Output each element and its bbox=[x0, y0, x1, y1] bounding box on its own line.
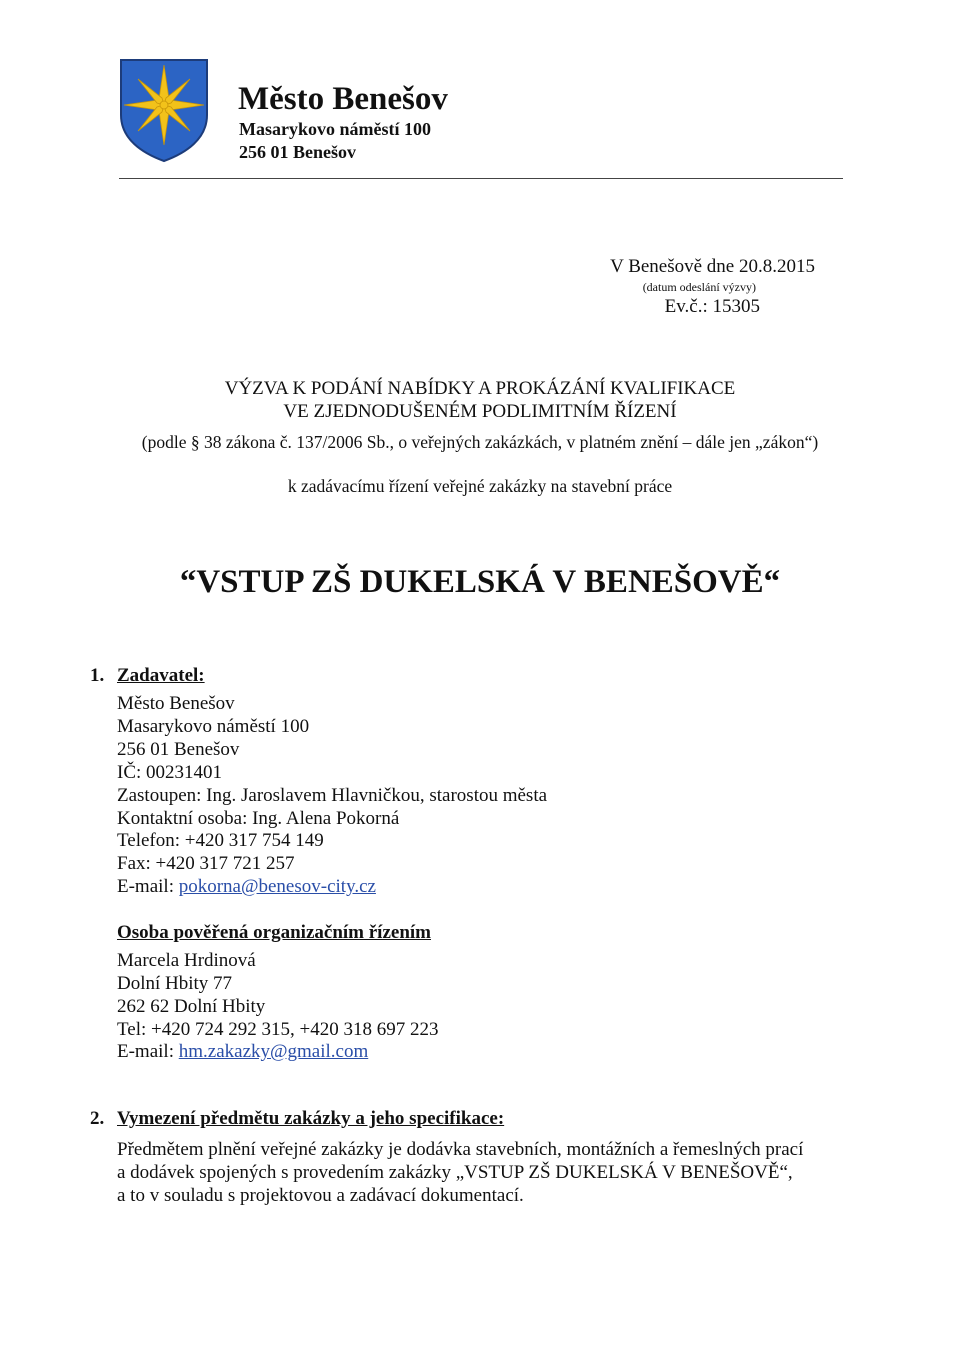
header-divider bbox=[119, 178, 843, 179]
contracting-authority-city: 256 01 Benešov bbox=[117, 739, 240, 760]
document-title-line2: VE ZJEDNODUŠENÉM PODLIMITNÍM ŘÍZENÍ bbox=[283, 401, 677, 422]
organizer-heading: Osoba pověřená organizačním řízením bbox=[117, 922, 431, 943]
section-1-heading: Zadavatel: bbox=[117, 665, 205, 686]
subject-paragraph-line2: a dodávek spojených s provedením zakázky „VSTUP ZŠ DUKELSKÁ V BENEŠOVĚ“, bbox=[117, 1162, 793, 1183]
contracting-authority-fax: Fax: +420 317 721 257 bbox=[117, 853, 295, 874]
legal-reference: (podle § 38 zákona č. 137/2006 Sb., o veřejných zakázkách, v platném znění – dále jen „zákon“) bbox=[141, 432, 819, 452]
section-2-number: 2. bbox=[90, 1108, 105, 1129]
organizer-city: 262 62 Dolní Hbity bbox=[117, 996, 266, 1017]
organizer-phone: Tel: +420 724 292 315, +420 318 697 223 bbox=[117, 1019, 439, 1040]
document-title-line1: VÝZVA K PODÁNÍ NABÍDKY A PROKÁZÁNÍ KVALIFIKACE bbox=[224, 378, 736, 399]
organizer-email-row bbox=[117, 1041, 368, 1063]
organizer-email-link[interactable]: hm.zakazky@gmail.com bbox=[178, 1041, 369, 1062]
contracting-authority-phone: Telefon: +420 317 754 149 bbox=[117, 830, 324, 851]
issue-date-note: (datum odeslání výzvy) bbox=[642, 280, 756, 294]
section-1-number: 1. bbox=[90, 665, 105, 686]
subject-paragraph-line3: a to v souladu s projektovou a zadávací dokumentací. bbox=[117, 1185, 524, 1206]
contracting-authority-street: Masarykovo náměstí 100 bbox=[117, 716, 310, 737]
contracting-authority-email-row bbox=[117, 876, 376, 898]
contracting-authority-representative: Zastoupen: Ing. Jaroslavem Hlavničkou, starostou města bbox=[117, 785, 548, 806]
project-name: “VSTUP ZŠ DUKELSKÁ V BENEŠOVĚ“ bbox=[179, 564, 781, 600]
contracting-authority-email-link[interactable]: pokorna@benesov-city.cz bbox=[178, 876, 376, 897]
email-label: E-mail: bbox=[117, 876, 179, 897]
organizer-street: Dolní Hbity 77 bbox=[117, 973, 233, 994]
org-name: Město Benešov bbox=[238, 81, 448, 117]
contracting-authority-ico: IČ: 00231401 bbox=[117, 762, 223, 783]
subject-paragraph-line1: Předmětem plnění veřejné zakázky je dodávka stavebních, montážních a řemeslných prací bbox=[117, 1139, 804, 1160]
issue-date: V Benešově dne 20.8.2015 bbox=[610, 256, 815, 277]
email-label: E-mail: bbox=[117, 1041, 179, 1062]
org-address-street: Masarykovo náměstí 100 bbox=[239, 119, 431, 139]
benesov-coat-of-arms-icon bbox=[118, 57, 210, 163]
evidence-number: Ev.č.: 15305 bbox=[664, 296, 760, 317]
procedure-purpose: k zadávacímu řízení veřejné zakázky na stavební práce bbox=[287, 476, 673, 496]
org-address-city: 256 01 Benešov bbox=[239, 142, 356, 162]
organizer-name: Marcela Hrdinová bbox=[117, 950, 256, 971]
section-2-heading: Vymezení předmětu zakázky a jeho specifikace: bbox=[117, 1108, 505, 1129]
contracting-authority-name: Město Benešov bbox=[117, 693, 235, 714]
contracting-authority-contact: Kontaktní osoba: Ing. Alena Pokorná bbox=[117, 808, 400, 829]
